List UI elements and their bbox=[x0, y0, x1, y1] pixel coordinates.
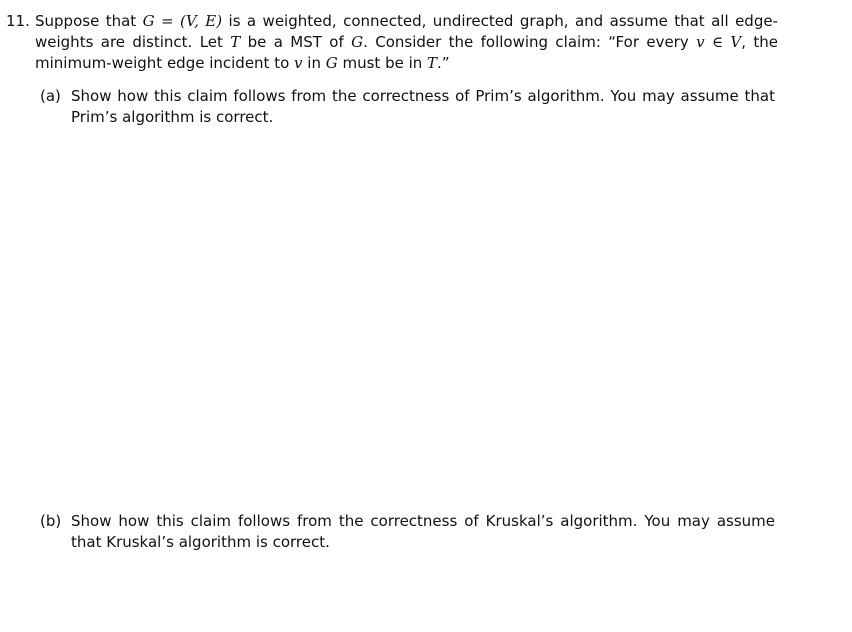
math-var-v: v bbox=[294, 54, 303, 72]
statement-text: must be in bbox=[337, 54, 428, 72]
math-var-g: G bbox=[142, 12, 155, 30]
math-equals: = bbox=[154, 12, 181, 30]
answer-space-b bbox=[40, 555, 775, 625]
part-a-label: (a) bbox=[40, 87, 61, 105]
math-var-t: T bbox=[230, 33, 241, 51]
problem-11 bbox=[6, 11, 786, 74]
math-var-vertex-set: V bbox=[730, 33, 742, 51]
math-var-v: v bbox=[696, 33, 705, 51]
part-b-label: (b) bbox=[40, 512, 62, 530]
statement-text: is a weighted, connected, undirected graph, and assume that all edge-weights are distinct. Let bbox=[35, 12, 778, 51]
statement-text: , the minimum-weight edge incident to bbox=[35, 33, 778, 72]
problem-statement bbox=[35, 11, 778, 74]
statement-text: Suppose that bbox=[35, 12, 143, 30]
part-b-text: Show how this claim follows from the correctness of Kruskal’s algorithm. You may assume that Kruskal’s algorithm is correct. bbox=[71, 512, 775, 551]
answer-space-a bbox=[40, 130, 775, 500]
statement-text: .” bbox=[437, 54, 450, 72]
math-var-g: G bbox=[325, 54, 338, 72]
statement-text: . Consider the following claim: “For every bbox=[363, 33, 697, 51]
statement-text: be a MST of bbox=[240, 33, 352, 51]
part-b bbox=[40, 511, 775, 553]
math-var-t: T bbox=[427, 54, 438, 72]
part-a bbox=[40, 86, 775, 128]
math-var-g: G bbox=[351, 33, 364, 51]
part-a-text: Show how this claim follows from the correctness of Prim’s algorithm. You may assume that Prim’s algorithm is correct. bbox=[71, 87, 775, 126]
statement-text: in bbox=[302, 54, 326, 72]
math-element-of: ∈ bbox=[704, 33, 731, 51]
problem-number: 11. bbox=[6, 12, 30, 30]
math-vertex-edge-pair: (V, E) bbox=[180, 12, 223, 30]
